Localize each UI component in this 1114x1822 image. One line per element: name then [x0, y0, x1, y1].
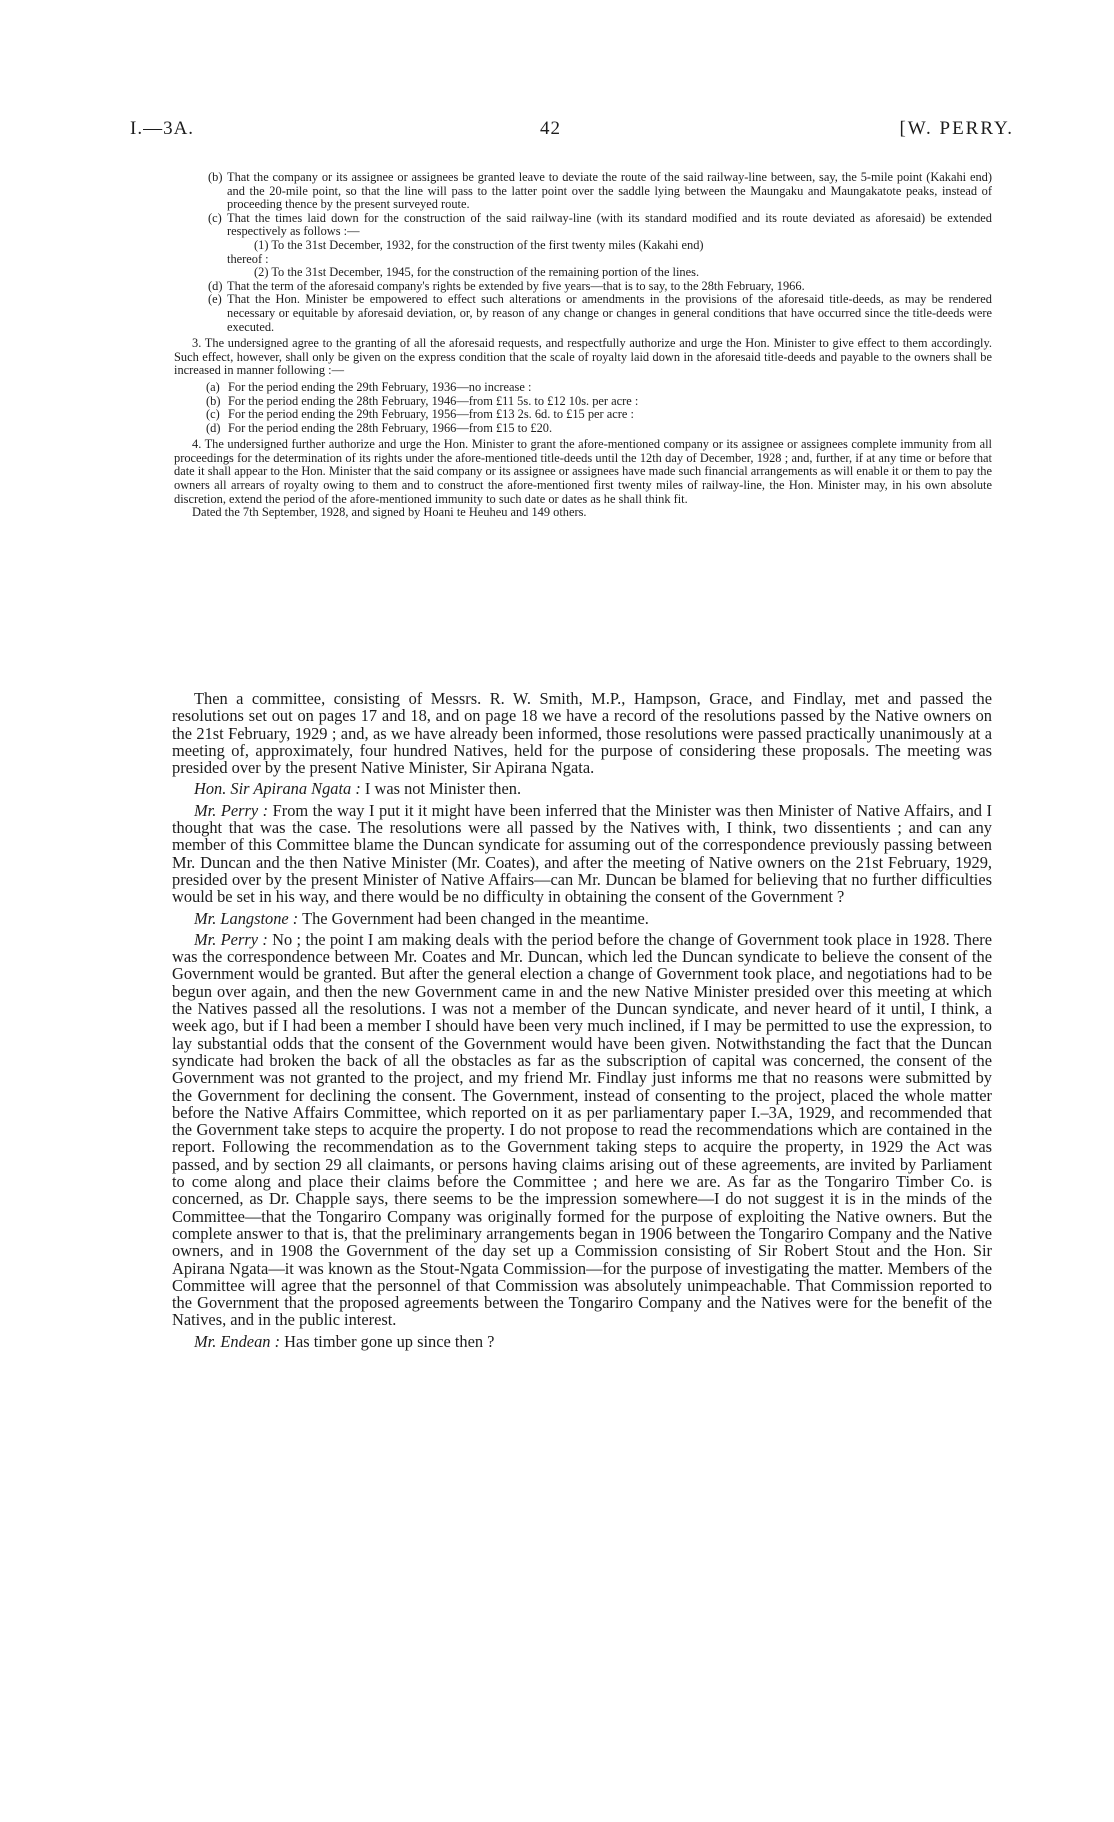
speech: Mr. Perry : From the way I put it it might have been inferred that the Minister was then Minister of Native Affairs, and I thought that was the case. The resolutions were all passed by the Natives with, I think, two dissentients ; and can any member of this Committee blame the Duncan syndicate for assuming out of the correspondence previously passing between Mr. Duncan and the then Native Minister (Mr. Coates), and after the meeting of Native owners on the 21st February, 1929, presided over by the present Minister of Native Affairs—can Mr. Duncan be blamed for believing that no further difficulties would be set in his way, and there would be no difficulty in obtaining the consent of the Government ?	[172, 800, 992, 907]
speaker-name: Mr. Perry :	[194, 800, 269, 820]
speaker-name: Mr. Endean :	[194, 1331, 281, 1351]
clause-d: (d) That the term of the aforesaid company's rights be extended by five years—that is to say, to the 28th February, 1966.	[208, 278, 805, 293]
paragraph-4: 4. The undersigned further authorize and urge the Hon. Minister to grant the afore-mentioned company or its assignee or assignees complete immunity from all proceedings for the determination of its rights under the afore-mentioned title-deeds until the 12th day of December, 1928 ; and, further, if at any time or before that date it shall appear to the Hon. Minister that the said company or its assignee or assignees have made such financial arrangements as will enable it or them to pay the owners all arrears of royalty owing to them and to construct the afore-mentioned first twenty miles of railway-line, the Hon. Minister may, in his own absolute discretion, extend the period of the afore-mentioned immunity to such date or dates as he shall think fit.	[174, 437, 992, 506]
clause-e: (e) That the Hon. Minister be empowered to effect such alterations or amendments in the provisions of the aforesaid title-deeds, as may be rendered necessary or equitable by aforesaid deviation, or, by reason of any change or changes in general conditions that have occurred since the title-deeds were executed.	[208, 292, 992, 334]
clause-b: (b) That the company or its assignee or assignees be granted leave to deviate the route of the said railway-line between, say, the 5-mile point (Kakahi end) and the 20-mile point, so that the line will pass to the latter point over the saddle lying between the Maungaku and Maungakatote peaks, instead of proceeding thence by the present surveyed route.	[208, 170, 992, 212]
speech: Mr. Perry : No ; the point I am making deals with the period before the change of Government took place in 1928. There was the correspondence between Mr. Coates and Mr. Duncan, which led the Duncan syndicate to believe the consent of the Government would be granted. But after the general election a change of Government took place, and negotiations had to be begun over again, and then the new Government came in and the new Native Minister presided over this meeting at which the Natives passed all the resolutions. I was not a member of the Duncan syndicate, and never heard of it until, I think, a week ago, but if I had been a member I should have been very much inclined, if I may be permitted to use the expression, to lay substantial odds that the consent of the Government would have been given. Notwithstanding the fact that the Duncan syndicate had broken the back of all the obstacles as far as the subscription of capital was concerned, the consent of the Government was not granted to the project, and my friend Mr. Findlay just informs me that no reasons were submitted by the Government for declining the consent. The Government, instead of consenting to the project, placed the whole matter before the Native Affairs Committee, which reported on it as per parliamentary paper I.–3A, 1929, and recommended that the Government take steps to acquire the property. I do not propose to read the recommendations which are contained in the report. Following the recommendation as to the Government taking steps to acquire the property, in 1929 the Act was passed, and by section 29 all claimants, or persons having claims arising out of these agreements, are invited by Parliament to come along and place their claims before the Committee ; and here we are. As far as the Tongariro Timber Co. is concerned, as Dr. Chapple says, there seems to be the impression somewhere—I do not suggest it is in the minds of the Committee—that the Tongariro Company was originally formed for the purpose of exploiting the Native owners. But the complete answer to that is, that the preliminary arrangements began in 1906 between the Tongariro Company and the Native owners, and in 1908 the Government of the day set up a Commission consisting of Sir Robert Stout and the Hon. Sir Apirana Ngata—it was known as the Stout-Ngata Commission—for the purpose of investigating the matter. Members of the Committee will agree that the personnel of that Commission was absolutely unimpeachable. That Commission reported to the Government that the proposed agreements between the Tongariro Company and the Natives were for the benefit of the Natives, and in the public interest.	[172, 929, 992, 1330]
clause-c-sub-2: (2) To the 31st December, 1945, for the construction of the remaining portion of the lines.	[254, 265, 700, 280]
speaker-name: Mr. Langstone :	[194, 908, 299, 928]
speech: Hon. Sir Apirana Ngata : I was not Minister then.	[194, 779, 522, 799]
quoted-petition	[174, 170, 992, 520]
speech: Mr. Endean : Has timber gone up since then ?	[194, 1331, 495, 1351]
royalty-item: (c) For the period ending the 29th February, 1956—from £13 2s. 6d. to £15 per acre :	[206, 407, 634, 422]
dated-line: Dated the 7th September, 1928, and signed by Hoani te Heuheu and 149 others.	[192, 505, 587, 520]
speaker-name: Hon. Sir Apirana Ngata :	[194, 779, 361, 799]
paper-reference: I.—3A.	[130, 118, 195, 139]
clause-c-sub-1-cont: thereof :	[227, 251, 269, 266]
speech: Mr. Langstone : The Government had been changed in the meantime.	[194, 908, 649, 928]
royalty-item: (d) For the period ending the 28th February, 1966—from £15 to £20.	[206, 420, 553, 435]
paragraph: Then a committee, consisting of Messrs. R. W. Smith, M.P., Hampson, Grace, and Findlay, met and passed the resolutions set out on pages 17 and 18, and on page 18 we have a record of the resolutions passed by the Native owners on the 21st February, 1929 ; and, as we have already been informed, those resolutions were passed practically unanimously at a meeting of, approximately, four hundred Natives, held for the purpose of considering these proposals. The meeting was presided over by the present Native Minister, Sir Apirana Ngata.	[172, 689, 992, 778]
clause-c-sub-1: (1) To the 31st December, 1932, for the construction of the first twenty miles (Kakahi end)	[254, 237, 704, 252]
paragraph-3: 3. The undersigned agree to the granting of all the aforesaid requests, and respectfully authorize and urge the Hon. Minister to give effect to them accordingly. Such effect, however, shall only be given on the express condition that the scale of royalty laid down in the aforesaid title-deeds and payable to the owners shall be increased in manner following :—	[174, 336, 992, 378]
evidence-text	[172, 690, 992, 1350]
speaker-name: Mr. Perry :	[194, 929, 268, 949]
royalty-item: (a) For the period ending the 29th February, 1936—no increase :	[206, 379, 532, 394]
royalty-item: (b) For the period ending the 28th February, 1946—from £11 5s. to £12 10s. per acre :	[206, 393, 639, 408]
royalty-list	[200, 381, 992, 435]
page-number: 42	[540, 118, 561, 139]
witness-name: [W. PERRY.	[899, 118, 1014, 139]
clause-c: (c) That the times laid down for the construction of the said railway-line (with its standard modified and its route deviated as aforesaid) be extended respectively as follows :—	[208, 210, 992, 239]
